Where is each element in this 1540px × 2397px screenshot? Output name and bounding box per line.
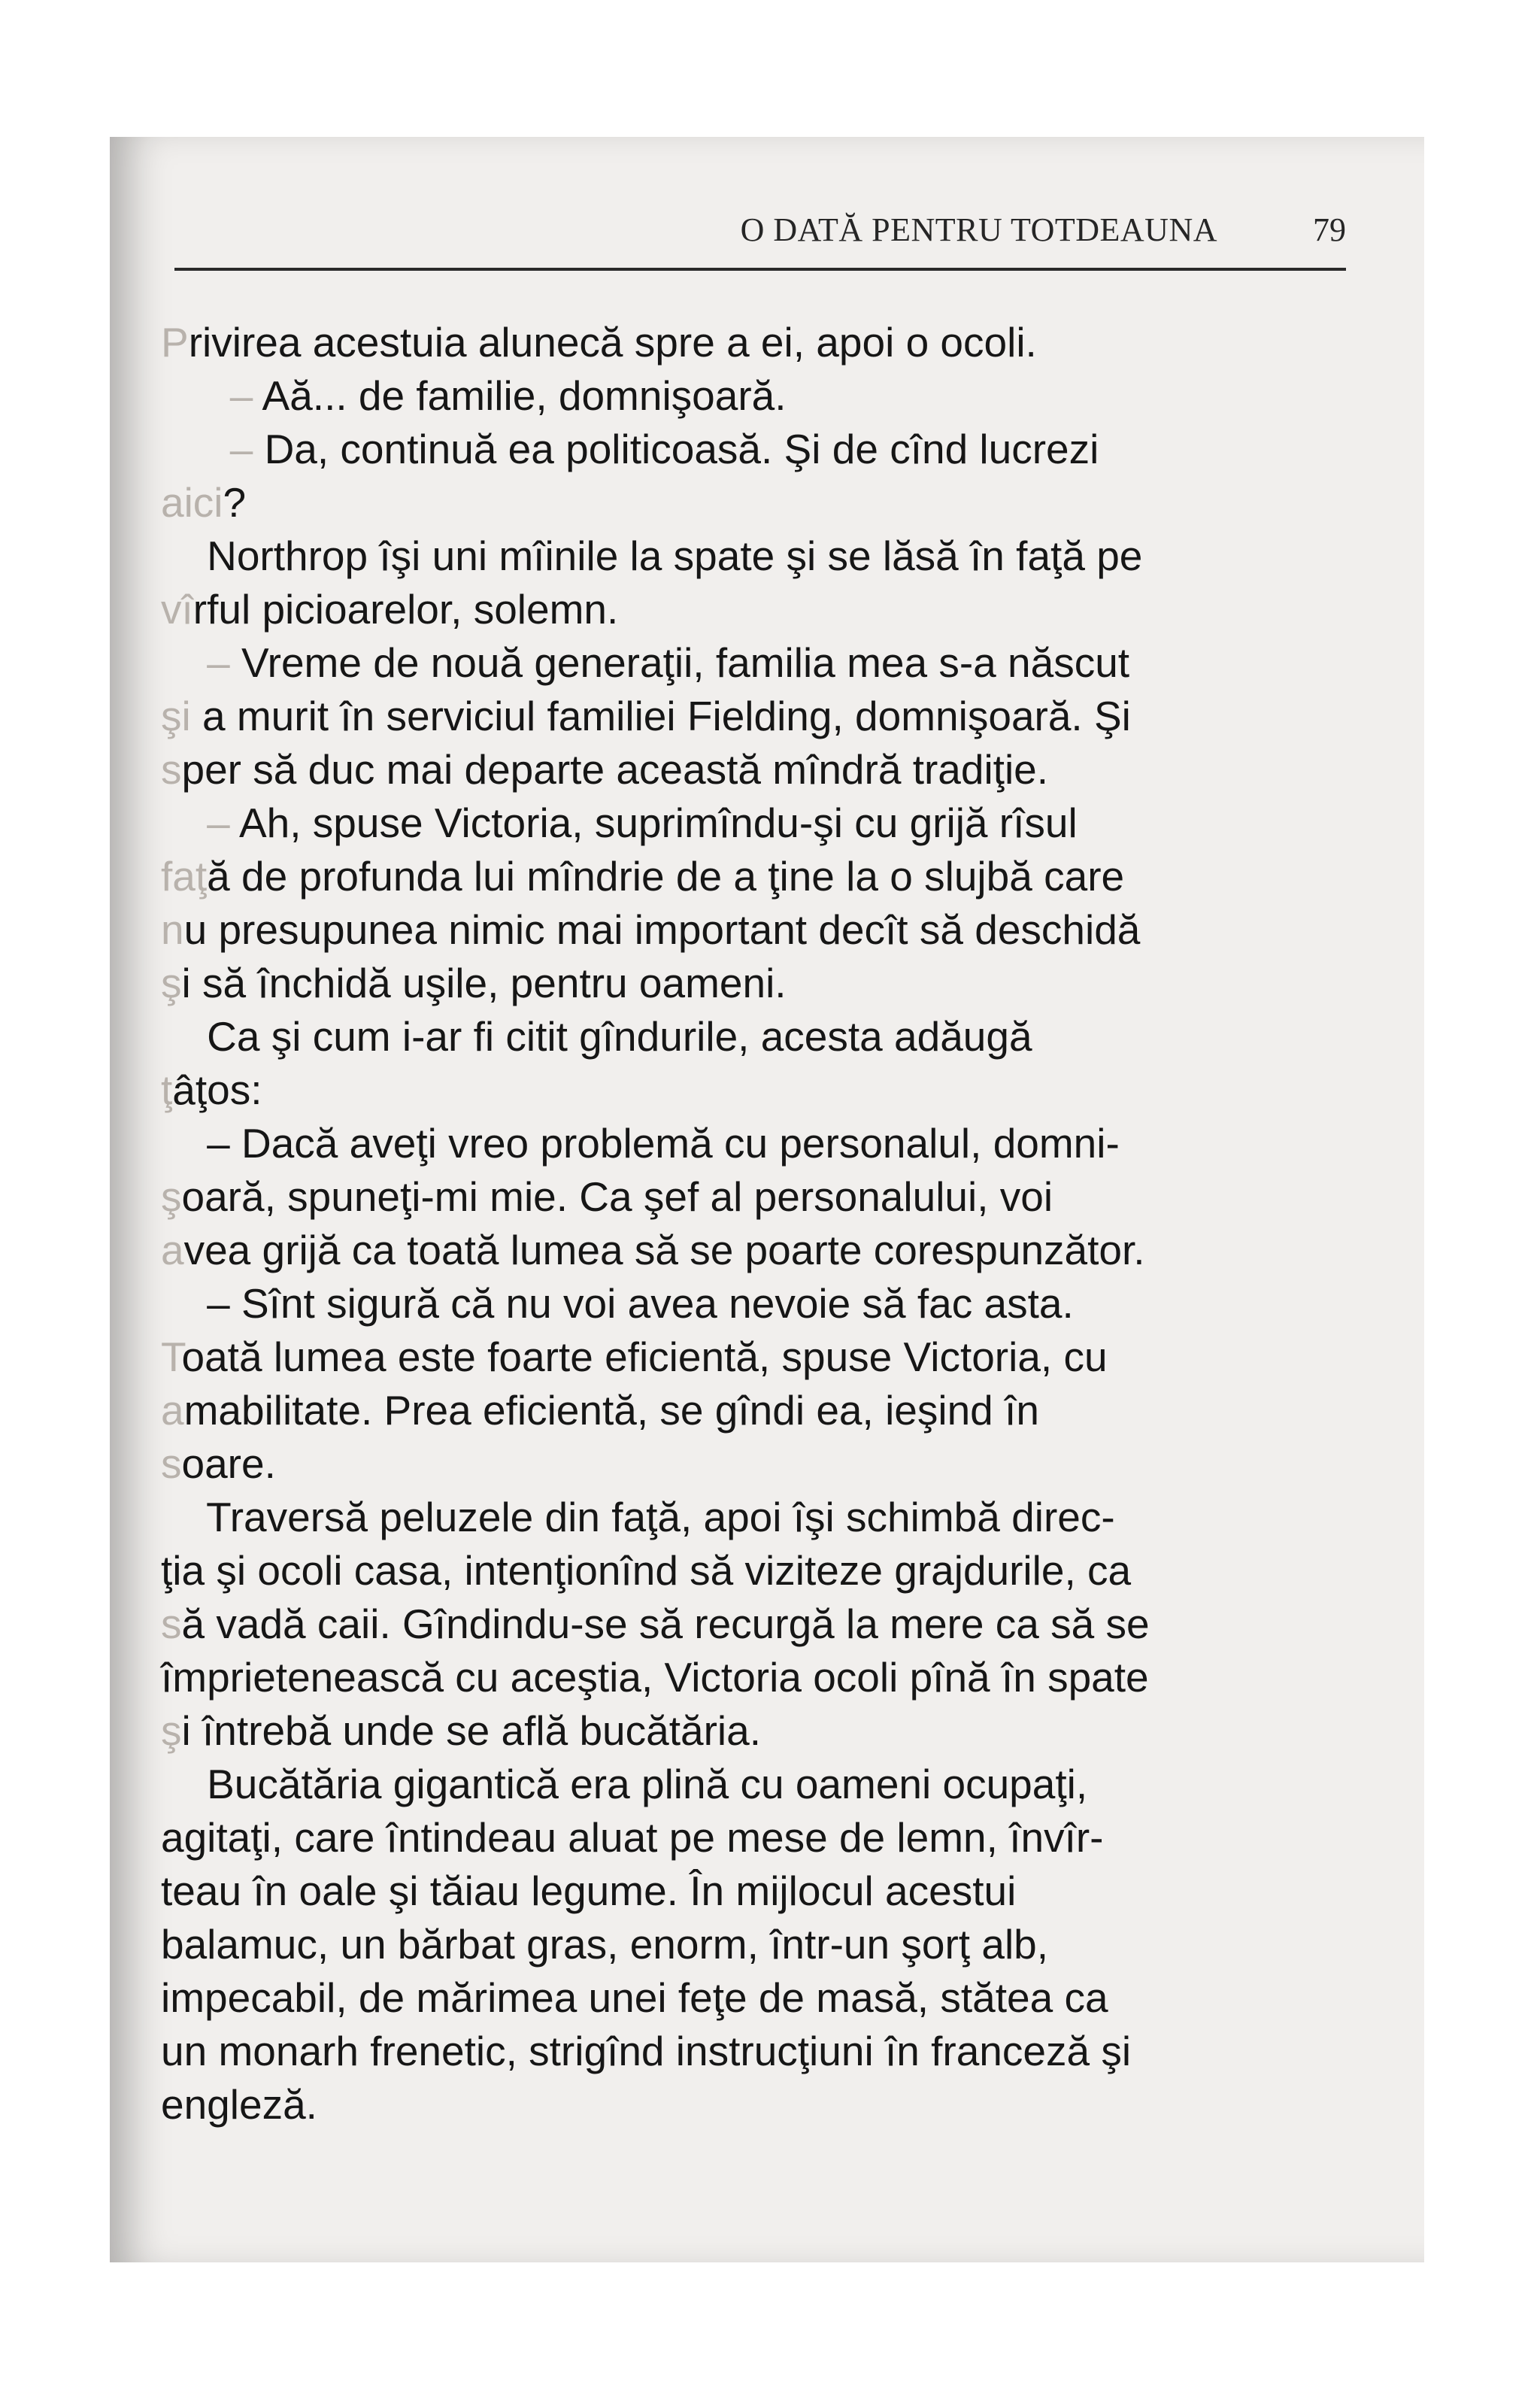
text-line: Ca şi cum i-ar fi citit gîndurile, acesta adăugă <box>207 1013 1032 1060</box>
book-page <box>110 137 1424 2262</box>
header-rule <box>174 268 1346 271</box>
text-line: şi întrebă unde se află bucătăria. <box>161 1707 762 1754</box>
text-line: – Vreme de nouă generaţii, familia mea s-a născut <box>207 639 1130 686</box>
text-line: vîrful picioarelor, solemn. <box>161 586 619 633</box>
text-line: nu presupunea nimic mai important decît să deschidă <box>161 906 1141 953</box>
text-line: avea grijă ca toată lumea să se poarte corespunzător. <box>161 1227 1145 1273</box>
text-line: şi a murit în serviciul familiei Fielding, domnişoară. Şi <box>161 693 1131 739</box>
text-line: faţă de profunda lui mîndrie de a ţine la o slujbă care <box>161 853 1125 900</box>
text-line: – Sînt sigură că nu voi avea nevoie să fac asta. <box>207 1280 1074 1327</box>
text-line: ţia şi ocoli casa, intenţionînd să viziteze grajdurile, ca <box>161 1547 1132 1594</box>
text-line: – Dacă aveţi vreo problemă cu personalul, domni- <box>207 1120 1120 1167</box>
text-line: Toată lumea este foarte eficientă, spuse Victoria, cu <box>161 1334 1108 1380</box>
text-line: şoară, spuneţi-mi mie. Ca şef al personalului, voi <box>161 1173 1053 1220</box>
text-line: impecabil, de mărimea unei feţe de masă, stătea ca <box>161 1974 1108 2021</box>
text-line: să vadă caii. Gîndindu-se să recurgă la mere ca să se <box>161 1601 1150 1647</box>
text-line: teau în oale şi tăiau legume. În mijlocul acestui <box>161 1868 1017 1914</box>
text-line: ţâţos: <box>161 1067 262 1113</box>
text-line: agitaţi, care întindeau aluat pe mese de lemn, învîr- <box>161 1814 1104 1861</box>
text-line: amabilitate. Prea eficientă, se gîndi ea, ieşind în <box>161 1387 1039 1434</box>
text-line: aici? <box>161 479 247 526</box>
page-number: 79 <box>1313 211 1346 248</box>
running-title: O DATĂ PENTRU TOTDEAUNA <box>740 211 1217 248</box>
body-text <box>161 316 1346 2132</box>
text-line: Privirea acestuia alunecă spre a ei, apoi o ocoli. <box>161 319 1037 366</box>
text-line: balamuc, un bărbat gras, enorm, într-un şorţ alb, <box>161 1921 1049 1968</box>
text-line: Traversă peluzele din faţă, apoi îşi schimbă direc- <box>206 1494 1115 1540</box>
text-line: un monarh frenetic, strigînd instrucţiuni în franceză şi <box>161 2028 1132 2074</box>
text-line: – Da, continuă ea politicoasă. Şi de cînd lucrezi <box>229 426 1099 472</box>
text-line: engleză. <box>161 2081 317 2128</box>
text-line: soare. <box>161 1440 276 1487</box>
text-line: – Ah, spuse Victoria, suprimîndu-şi cu grijă rîsul <box>207 800 1078 846</box>
text-line: Bucătăria gigantică era plină cu oameni ocupaţi, <box>207 1761 1088 1807</box>
text-line: sper să duc mai departe această mîndră tradiţie. <box>161 746 1049 793</box>
text-line: şi să închidă uşile, pentru oameni. <box>161 960 787 1006</box>
text-line: Northrop îşi uni mîinile la spate şi se lăsă în faţă pe <box>207 532 1143 579</box>
text-line: – Aă... de familie, domnişoară. <box>229 372 787 419</box>
text-line: împrietenească cu aceştia, Victoria ocoli pînă în spate <box>161 1654 1149 1701</box>
